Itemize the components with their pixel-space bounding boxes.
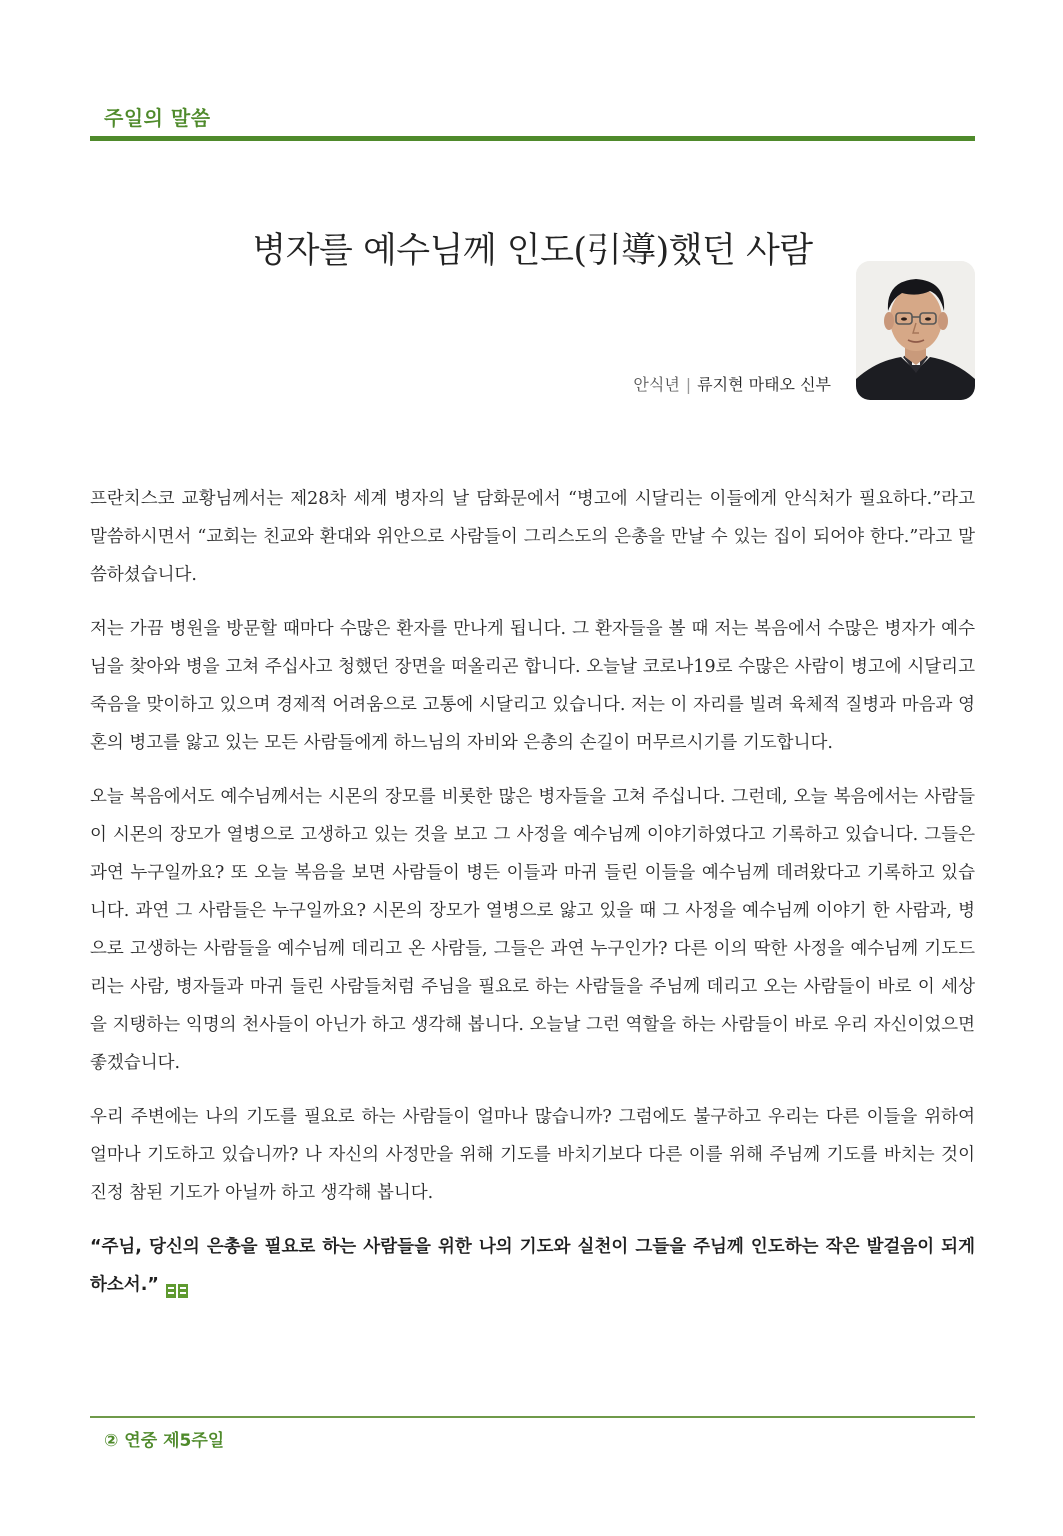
author-portrait xyxy=(856,261,975,400)
top-divider xyxy=(90,136,975,141)
article-paragraph-1: 프란치스코 교황님께서는 제28차 세계 병자의 날 담화문에서 “병고에 시달리는 이들에게 안식처가 필요하다.”라고 말씀하시면서 “교회는 친교와 환대와 위안으로 사람들이 그리스도의 은총을 만날 수 있는 집이 되어야 한다.”라고 말씀하셨습니다. xyxy=(90,489,975,585)
article-paragraph-3: 오늘 복음에서도 예수님께서는 시몬의 장모를 비롯한 많은 병자들을 고쳐 주십니다. 그런데, 오늘 복음에서는 사람들이 시몬의 장모가 열병으로 고생하고 있는 것을 보고 그 사정을 예수님께 이야기하였다고 기록하고 있습니다. 그들은 과연 누구일까요? 또 오늘 복음을 보면 사람들이 병든 이들과 마귀 들린 이들을 예수님께 데려왔다고 기록하고 있습니다. 과연 그 사람들은 누구일까요? 시몬의 장모가 열병으로 앓고 있을 때 그 사정을 예수님께 이야기 한 사람과, 병으로 고생하는 사람들을 예수님께 데리고 온 사람들, 그들은 과연 누구인가? 다른 이의 딱한 사정을 예수님께 기도드리는 사람, 병자들과 마귀 들린 사람들처럼 주님을 필요로 하는 사람들을 주님께 데리고 오는 사람들이 바로 이 세상을 지탱하는 익명의 천사들이 아닌가 하고 생각해 봅니다. 오늘날 그런 역할을 하는 사람들이 바로 우리 자신이었으면 좋겠습니다. xyxy=(90,787,975,1073)
footer-page-label: ② 연중 제5주일 xyxy=(104,1431,225,1451)
author-role: 안식년 xyxy=(633,375,680,394)
byline-separator: | xyxy=(685,375,692,394)
bottom-divider xyxy=(90,1416,975,1418)
article-paragraph-4: 우리 주변에는 나의 기도를 필요로 하는 사람들이 얼마나 많습니까? 그럼에도 불구하고 우리는 다른 이들을 위하여 얼마나 기도하고 있습니까? 나 자신의 사정만을 위해 기도를 바치기보다 다른 이를 위해 주님께 기도를 바치는 것이 진정 참된 기도가 아닐까 하고 생각해 봅니다. xyxy=(90,1107,975,1203)
closing-prayer-text: “주님, 당신의 은총을 필요로 하는 사람들을 위한 나의 기도와 실천이 그들을 주님께 인도하는 작은 발걸음이 되게 하소서.” xyxy=(90,1237,975,1295)
article-paragraph-2: 저는 가끔 병원을 방문할 때마다 수많은 환자를 만나게 됩니다. 그 환자들을 볼 때 저는 복음에서 수많은 병자가 예수님을 찾아와 병을 고쳐 주십사고 청했던 장면을 떠올리곤 합니다. 오늘날 코로나19로 수많은 사람이 병고에 시달리고 죽음을 맞이하고 있으며 경제적 어려움으로 고통에 시달리고 있습니다. 저는 이 자리를 빌려 육체적 질병과 마음과 영혼의 병고를 앓고 있는 모든 사람들에게 하느님의 자비와 은총의 손길이 머무르시기를 기도합니다. xyxy=(90,619,975,753)
author-byline xyxy=(633,372,831,395)
ornament-end-mark-icon xyxy=(165,1276,189,1294)
article-body xyxy=(90,480,975,1304)
article-title: 병자를 예수님께 인도(引導)했던 사람 xyxy=(252,231,813,272)
portrait-photo-icon xyxy=(856,261,975,400)
section-label: 주일의 말씀 xyxy=(104,106,211,130)
author-name: 류지현 마태오 신부 xyxy=(697,375,831,394)
closing-prayer xyxy=(90,1228,975,1304)
